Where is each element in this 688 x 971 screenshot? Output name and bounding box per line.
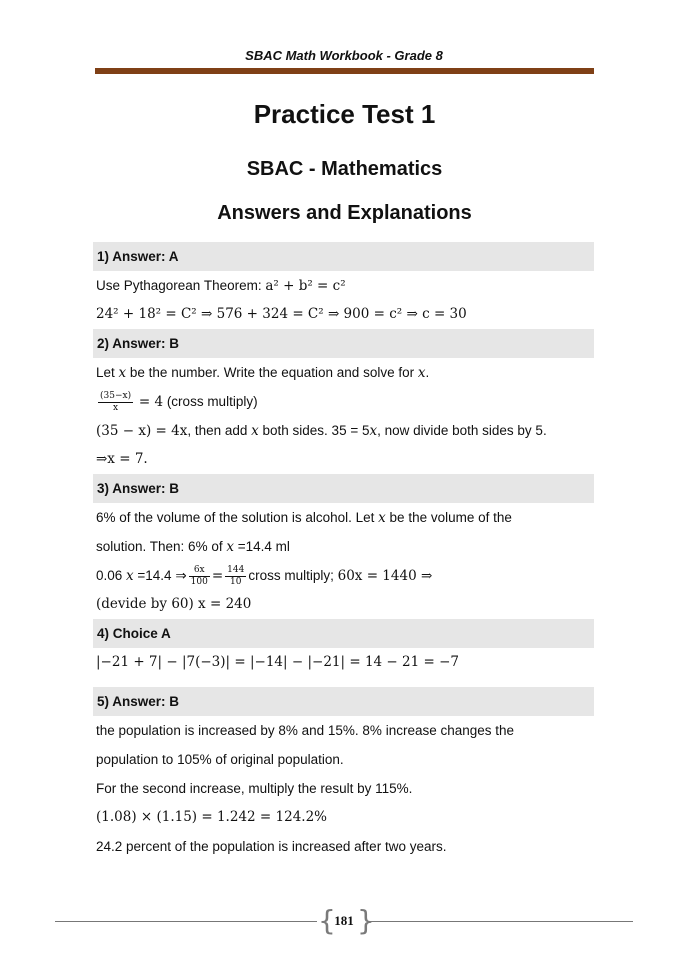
fraction-denominator: 100 <box>190 576 208 587</box>
q2-line-3 <box>93 416 594 445</box>
q3-equation: 60x = 1440 ⇒ <box>337 568 433 584</box>
section-title: Answers and Explanations <box>217 202 472 224</box>
answer-band-2: 2) Answer: B <box>93 329 594 358</box>
q5-line-1: the population is increased by 8% and 15%. 8% increase changes the <box>96 723 515 738</box>
q2-line-1 <box>93 358 594 387</box>
page-title: Practice Test 1 <box>253 99 436 129</box>
q2-equation: = 4 <box>138 394 164 410</box>
q2-line-4: ⇒x = 7. <box>96 451 148 467</box>
answer-band-4: 4) Choice A <box>93 619 594 648</box>
q2-var: x <box>417 365 426 381</box>
q2-text-e: both sides. 35 = 5 <box>258 423 370 438</box>
q3-text-e: 0.06 <box>96 568 127 583</box>
q4-line-1: |−21 + 7| − |7(−3)| = |−14| − |−21| = 14 − 21 = −7 <box>96 654 459 670</box>
right-brace-icon: } <box>357 904 375 937</box>
q2-var: x <box>369 423 378 439</box>
fraction-numerator: 6x <box>189 565 210 577</box>
fraction-numerator: 144 <box>227 564 245 575</box>
q3-text-a: 6% of the volume of the solution is alcohol. Let <box>96 510 379 525</box>
q1-line-2: 24² + 18² = C² ⇒ 576 + 324 = C² ⇒ 900 = c² ⇒ c = 30 <box>96 306 467 322</box>
running-header: SBAC Math Workbook - Grade 8 <box>245 48 443 63</box>
q3-var: x <box>226 539 234 555</box>
answers-content <box>93 242 594 861</box>
q2-text-b: be the number. Write the equation and solve for <box>126 365 418 380</box>
q1-formula: a² + b² = c² <box>265 278 346 294</box>
q3-line-1 <box>93 503 594 532</box>
q5-line-5: 24.2 percent of the population is increased after two years. <box>96 839 447 854</box>
fraction-numerator: (35−x) <box>100 390 132 401</box>
q3-line-3: 0.06 x =14.4 ⇒ $\frac{6x}{100}$ = $\frac{144}{10}$ cross multiply; 60x = 1440 ⇒ <box>96 564 433 587</box>
q3-text-g: cross multiply; <box>248 568 338 583</box>
q2-text-c: . <box>425 365 430 380</box>
q1-text: Use Pythagorean Theorem: <box>96 278 266 293</box>
page-number: 181 <box>334 913 354 928</box>
q5-line-3: For the second increase, multiply the result by 115%. <box>96 781 413 796</box>
q5-line-2: population to 105% of original population. <box>96 752 344 767</box>
q3-text-f: =14.4 ⇒ <box>133 568 187 583</box>
q3-text-d: =14.4 ml <box>233 539 290 554</box>
q2-var: x <box>251 423 259 439</box>
q3-text-b: be the volume of the <box>385 510 512 525</box>
fraction-denominator: 10 <box>230 576 242 587</box>
q2-text-d: , then add <box>187 423 252 438</box>
header-rule <box>95 68 594 74</box>
subject-title: SBAC - Mathematics <box>246 158 443 180</box>
q5-line-4: (1.08) × (1.15) = 1.242 = 124.2% <box>96 809 327 825</box>
q2-note: (cross multiply) <box>163 394 258 409</box>
q3-fraction-2 <box>225 565 246 588</box>
answer-band-3: 3) Answer: B <box>93 474 594 503</box>
q3-fraction-1 <box>189 565 210 588</box>
footer-rule-right <box>371 921 633 922</box>
answer-band-1: 1) Answer: A <box>93 242 594 271</box>
q2-line-2 <box>93 387 594 416</box>
q2-text-f: , now divide both sides by 5. <box>377 423 547 438</box>
q3-var: x <box>126 568 134 584</box>
q1-line-1 <box>93 271 594 300</box>
footer-rule-left <box>55 921 317 922</box>
q3-text-c: solution. Then: 6% of <box>96 539 227 554</box>
q2-text-a: Let <box>96 365 119 380</box>
q2-equation-2: (35 − x) = 4x <box>96 423 188 439</box>
fraction-denominator: x <box>113 402 119 413</box>
q3-line-4: (devide by 60) x = 240 <box>96 596 252 612</box>
q2-fraction <box>98 391 133 414</box>
q2-var: x <box>118 365 127 381</box>
answer-band-5: 5) Answer: B <box>93 687 594 716</box>
left-brace-icon: { <box>318 904 336 937</box>
q3-var: x <box>378 510 386 526</box>
q3-line-2 <box>93 532 594 561</box>
